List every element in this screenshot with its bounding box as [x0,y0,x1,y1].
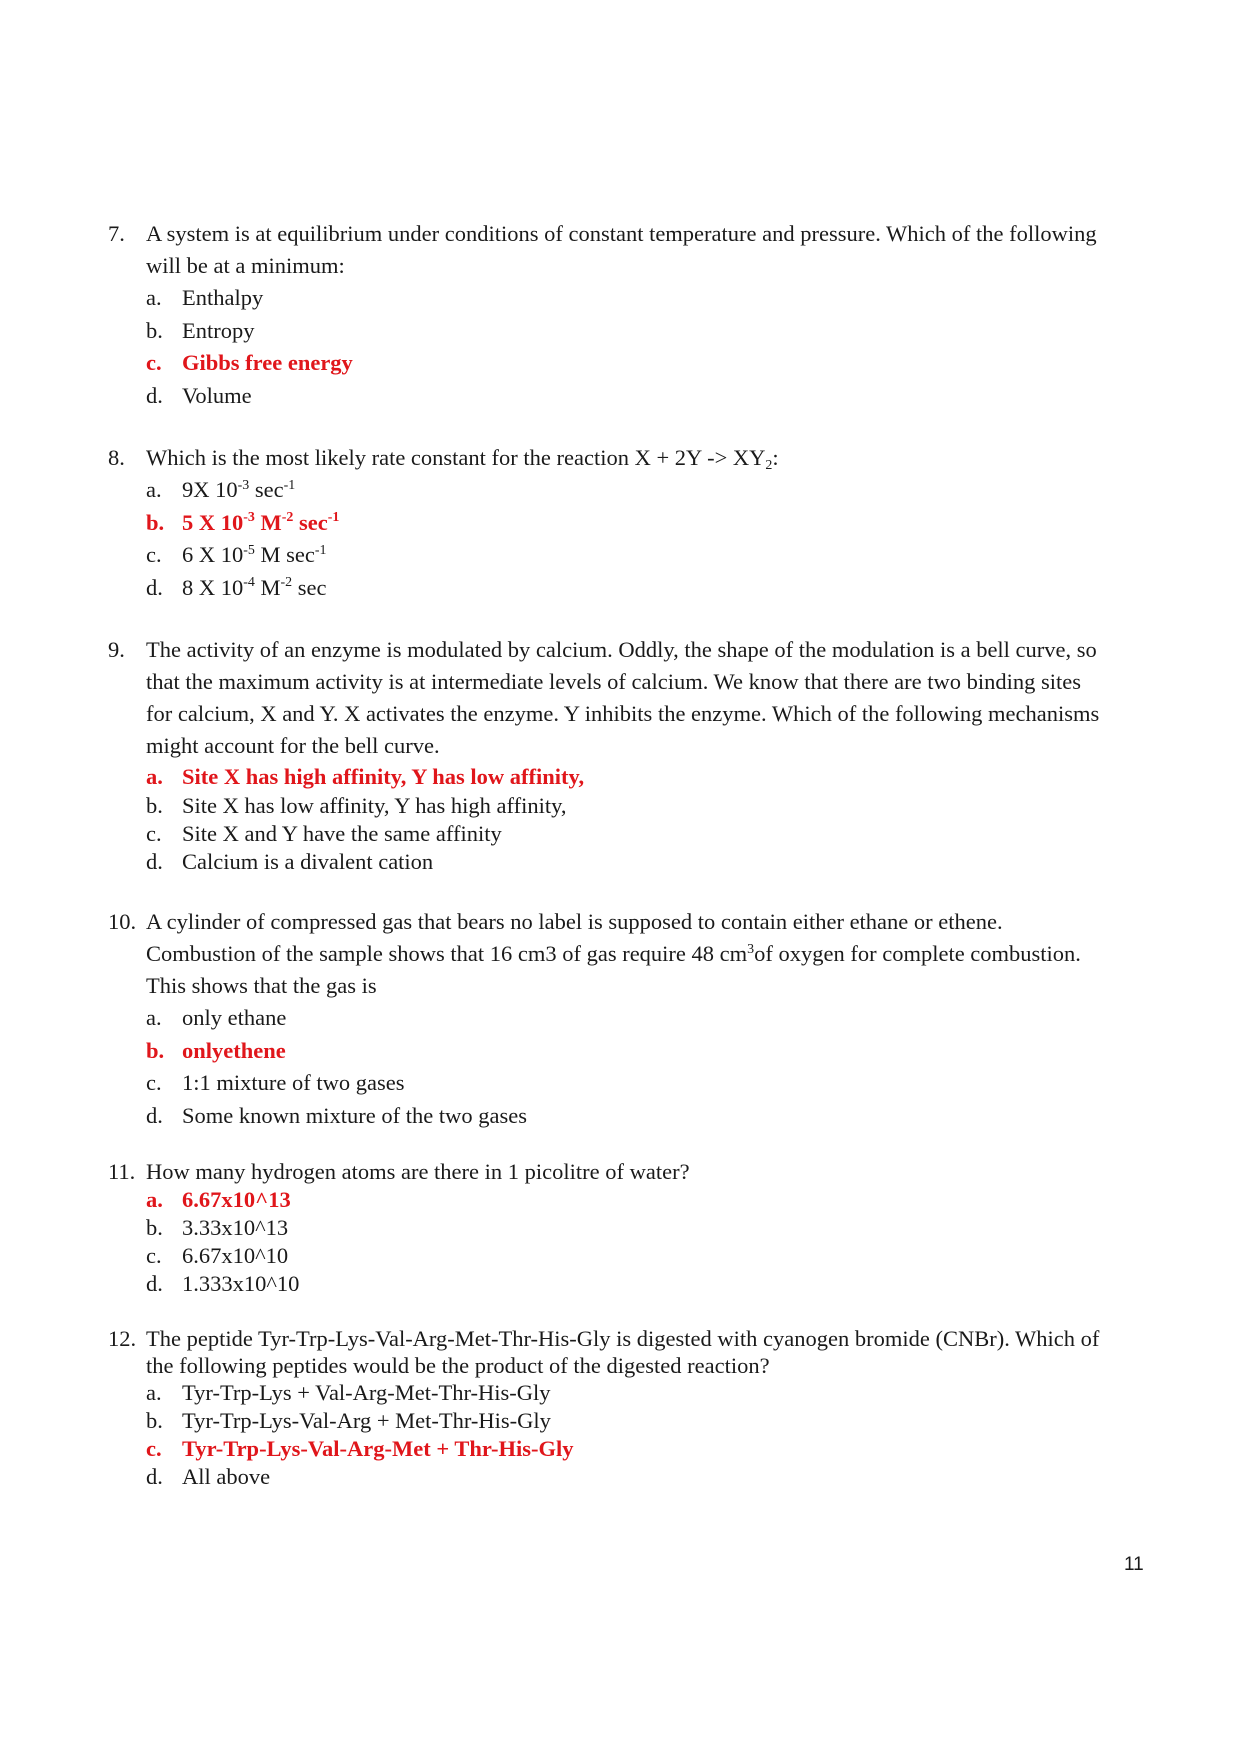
option-d: d. Some known mixture of the two gases [146,1102,527,1128]
option-a: a. 9X $10^{-3}$ $\sec^{-1}$ [146,477,296,502]
option-c: c. Site X and Y have the same affinity [146,821,502,846]
question-text: A cylinder of compressed gas that bears no label is supposed to contain either ethane or ethene. Combustion of the sample shows that 16 cm3 of gas require 48 $cm^3of$ oxygen for complete combustion. This shows that the gas is [146,909,1081,998]
question-7-stem [108,218,1108,282]
option-a-correct-answer: a. 6.67x10^13 [146,1187,291,1212]
question-10-stem [108,906,1108,1002]
option-d: d. 1.333x10^10 [146,1271,300,1296]
question-number: 7. [108,221,125,246]
option-b: b. Tyr-Trp-Lys-Val-Arg + Met-Thr-His-Gly [146,1408,551,1433]
option-b-correct-answer: b. onlyethene [146,1037,286,1063]
question-7 [108,218,1108,412]
question-8 [108,442,1108,604]
question-text: Which is the most likely rate constant for the reaction $X + 2Y -> XY_2$: [146,445,779,474]
question-number: 8. [108,445,125,470]
question-9-stem [108,634,1108,762]
question-10 [108,906,1108,1132]
option-b: b. 3.33x10^13 [146,1215,289,1240]
option-d: d. Calcium is a divalent cation [146,849,434,874]
option-b: b. Entropy [146,317,255,343]
question-11 [108,1158,1108,1298]
option-c: c. 6.67x10^10 [146,1243,289,1268]
option-c: c. 1:1 mixture of two gases [146,1070,405,1095]
option-a: a. Tyr-Trp-Lys + Val-Arg-Met-Thr-His-Gly [146,1380,551,1405]
option-a-correct-answer: a. Site X has high affinity, Y has low affinity, [146,764,585,789]
question-text: The peptide Tyr-Trp-Lys-Val-Arg-Met-Thr-His-Gly is digested with cyanogen bromide (CNBr). Which of the following peptides would be the product of the digested reaction? [146,1326,1100,1378]
question-number: 12. [108,1326,137,1351]
option-b: b. Site X has low affinity, Y has high affinity, [146,793,567,818]
question-text: The activity of an enzyme is modulated by calcium. Oddly, the shape of the modulation is a bell curve, so that the maximum activity is at intermediate levels of calcium. We know that there are two binding sites for calcium, X and Y. X activates the enzyme. Y inhibits the enzyme. Which of the following mechanisms might account for the bell curve. [146,637,1100,758]
question-12 [108,1325,1108,1491]
question-number: 10. [108,909,137,934]
question-12-stem [108,1325,1108,1379]
page-number: 11 [1124,1554,1144,1575]
option-c: c. 6 X $10^{-5}$ M $\sec^{-1}$ [146,542,327,567]
question-9 [108,634,1108,876]
option-c-correct-answer: c. Gibbs free energy [146,350,353,375]
question-text: How many hydrogen atoms are there in 1 picolitre of water? [146,1159,690,1184]
question-11-stem [108,1158,1108,1186]
option-d: d. All above [146,1464,271,1489]
option-b-correct-answer: b. 5 X $10^{-3}$ $M^{-2}$ $\sec^{-1}$ [146,509,340,535]
option-a: a. Enthalpy [146,285,264,310]
question-number: 9. [108,637,125,662]
option-c-correct-answer: c. Tyr-Trp-Lys-Val-Arg-Met + Thr-His-Gly [146,1436,574,1461]
question-8-stem [108,442,1108,474]
option-d: d. 8 X $10^{-4}$ $M^{-2}$ sec [146,574,327,600]
option-d: d. Volume [146,382,252,408]
question-text: A system is at equilibrium under conditions of constant temperature and pressure. Which of the following will be at a minimum: [146,221,1097,278]
option-a: a. only ethane [146,1005,287,1030]
question-number: 11. [108,1159,136,1184]
